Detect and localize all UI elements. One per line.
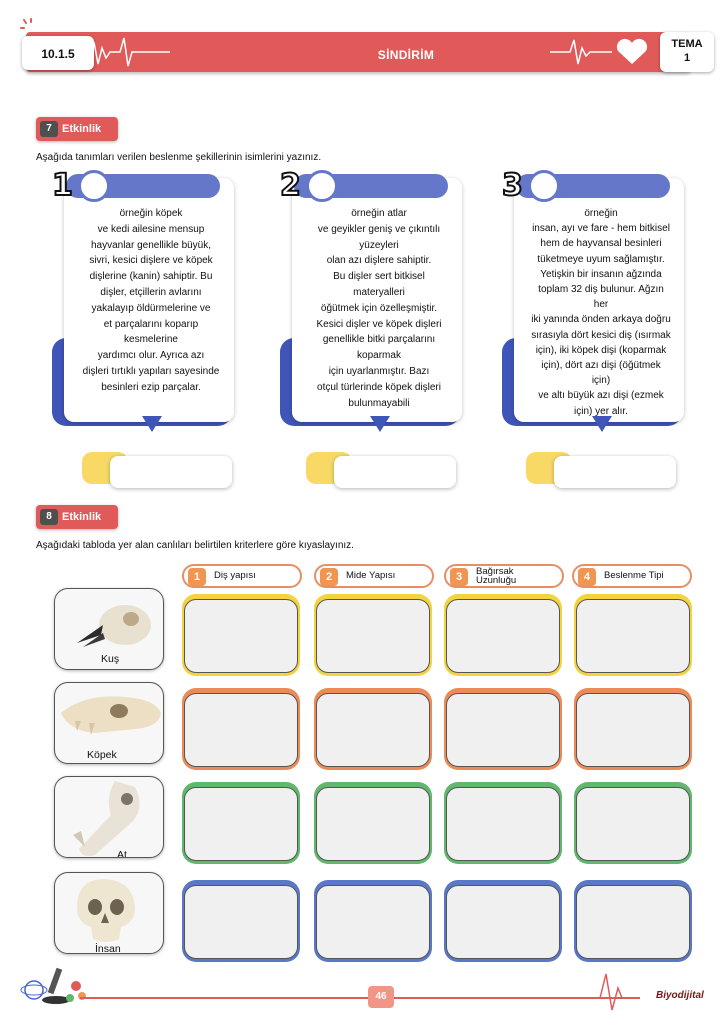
animal-name: Köpek: [87, 749, 117, 761]
page-number: 46: [368, 986, 394, 1008]
animal-card-kopek: [54, 682, 164, 764]
answer-box-1[interactable]: [82, 452, 232, 488]
answer-cell[interactable]: [314, 880, 432, 962]
answer-cell[interactable]: [314, 782, 432, 864]
answer-cell[interactable]: [444, 880, 562, 962]
column-header-mide-yapisi: 2 Mide Yapısı: [314, 564, 434, 588]
activity-number: 7: [40, 121, 58, 137]
answer-cell[interactable]: [314, 688, 432, 770]
answer-cell[interactable]: [182, 782, 300, 864]
activity-7-instruction: Aşağıda tanımları verilen beslenme şekillerinin isimlerini yazınız.: [36, 152, 322, 163]
card-text: örneğin köpek ve kedi ailesine mensup hayvanlar genellikle büyük, sivri, kesici dişlere ve köpek dişlerine (kanin) sahiptir. Bu dişler, etçillerin avlarını yakalayıp öldürmelerine ve et parçalarını koparıp kesmelerine yardımcı olur. Ayrıca azı dişleri tırtıklı yapıları sayesinde besinleri ezip parçalar.: [82, 208, 220, 393]
answer-cell[interactable]: [574, 688, 692, 770]
theme-number: 1: [683, 52, 691, 64]
answer-box-3[interactable]: [526, 452, 676, 488]
chapter-title: SİNDİRİM: [377, 48, 435, 62]
answer-cell[interactable]: [182, 688, 300, 770]
brand-name: Biyodijital: [656, 990, 704, 1001]
activity-number: 8: [40, 509, 58, 525]
science-icon: [20, 960, 90, 1010]
theme-word: TEMA: [671, 38, 703, 50]
answer-cell[interactable]: [182, 880, 300, 962]
card-text: örneğin atlar ve geyikler geniş ve çıkıntılı yüzeyleri olan azı dişlere sahiptir. Bu dişler sert bitkisel materyalleri öğütmek için özelleşmiştir. Kesici dişler ve köpek dişleri genellikle bitki parçalarını koparmak için uyarlanmıştır. Bazı otçul türlerinde köpek dişleri bulunmayabili: [316, 208, 442, 409]
theme-badge: [660, 32, 714, 72]
lesson-code: 10.1.5: [22, 36, 94, 70]
answer-box-2[interactable]: [306, 452, 456, 488]
answer-cell[interactable]: [444, 782, 562, 864]
answer-cell[interactable]: [574, 782, 692, 864]
activity-8-instruction: Aşağıdaki tabloda yer alan canlıları belirtilen kriterlere göre kıyaslayınız.: [36, 540, 354, 551]
footer-line: [80, 997, 640, 999]
activity-label: Etkinlik: [62, 123, 102, 135]
answer-cell[interactable]: [182, 594, 300, 676]
footer-heartbeat-icon: [580, 968, 640, 1012]
heartbeat-line-icon: [80, 34, 170, 70]
animal-name: İnsan: [95, 943, 121, 954]
card-number: 3: [502, 168, 523, 203]
animal-card-insan: [54, 872, 164, 954]
answer-cell[interactable]: [444, 688, 562, 770]
card-text: örneğin insan, ayı ve fare - hem bitkisel hem de hayvansal besinleri tüketmeye uyum sağlamıştır. Yetişkin bir insanın ağzında toplam 32 diş bulunur. Ağzın her iki yanında önden arkaya doğru sırasıyla dört kesici diş (ısırmak için), iki köpek dişi (koparmak için), dört azı dişi (öğütmek için) ve altı büyük azı dişi (ezmek için) yer alır.: [531, 208, 671, 417]
column-header-beslenme-tipi: 4 Beslenme Tipi: [572, 564, 692, 588]
column-header-bagirsak-uzunlugu: 3 Bağırsak Uzunluğu: [444, 564, 564, 588]
answer-cell[interactable]: [314, 594, 432, 676]
activity-8-badge: [36, 505, 118, 529]
answer-cell[interactable]: [574, 594, 692, 676]
activity-label: Etkinlik: [62, 511, 102, 523]
answer-cell[interactable]: [574, 880, 692, 962]
horse-skull-icon: [55, 777, 164, 858]
heartbeat-heart-icon: [550, 34, 650, 70]
animal-name: Kuş: [101, 653, 120, 665]
spark-icon: [20, 18, 40, 38]
animal-card-kus: [54, 588, 164, 670]
card-number: 2: [280, 168, 301, 203]
animal-card-at: [54, 776, 164, 858]
human-skull-icon: [55, 873, 164, 954]
answer-cell[interactable]: [444, 594, 562, 676]
animal-name: At: [117, 849, 127, 858]
activity-7-badge: [36, 117, 118, 141]
column-header-dis-yapisi: 1 Diş yapısı: [182, 564, 302, 588]
card-number: 1: [52, 168, 73, 203]
